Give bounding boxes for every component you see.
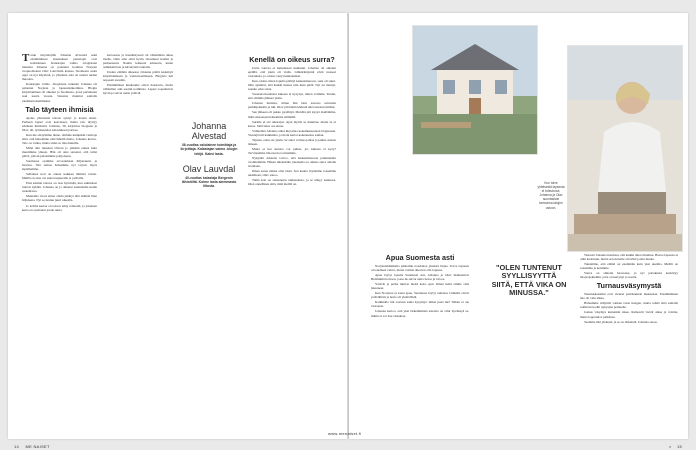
footer-right-mark: ×: [669, 444, 672, 449]
left-magazine-name: ME NAISET: [25, 444, 50, 449]
body-paragraph: Kun odotus sitten lopulta päättyi keskenmenoon, suru oli suuri. Olin ajatellut, että kaikki menee niin kuin pitää. Nyt en tiennyt, saanko edes surra.: [248, 79, 336, 92]
body-paragraph: Nykyään Johanna toivoo, että keskenmenosta puhuttaisiin avoimemmin. Hänen mielestään jokaisella on oikeus surra omalla tavallaan.: [248, 155, 336, 169]
body-paragraph: Kun Norjassa ei saatu apua, Suomessa löytyi ratkaisu. Lääkärit olivat ystävällisiä ja hoito oli yksilöllistä.: [371, 291, 469, 300]
body-paragraph: Kun me siirryimme tänne, olimme kumpikin varmoja siitä, että haluamme elää lähellä merta, Johanna kertoo. Talo on vanha, mutta siinä on tilaa kaikille.: [22, 132, 97, 145]
right-page-number: 15: [677, 444, 683, 449]
body-paragraph: Sellainen koti on ennen kaikkea ihmisiä varten. Meillä on aina ovi auki naapureille ja ystäville.: [22, 172, 97, 181]
body-paragraph: Uuden elämän alkaessa Johanna päätti keskittyä kirjoittamiseen ja valokuvaamiseen. Blogista tuli nopeasti suosittu.: [103, 70, 173, 83]
body-paragraph: Haluamme säilyttää vanhan talon hengen, mutta tehdä siitä samalla toimivan kodin nykyajan perheelle.: [580, 301, 678, 310]
body-paragraph: Teemme tätä yhdessä, ja se on tärkeintä, Johanna sanoo.: [584, 319, 659, 324]
body-paragraph: Ajatus yhteisestä talosta syntyi jo kauan sitten. Perheen lapset ovat kasvaneet, mutta talo täyttyy edelleen ihmisistä. Johanna, 36, kirjoittaa blogiaan ja Olav, 40, työskentelee kalastuksen parissa.: [22, 115, 97, 132]
house-photo: [412, 25, 538, 155]
body-paragraph: Vauva on ohitettu haaveena, ja nyt pariskunta keskittyy taloprojekteihin, joita on kertynyt jo useita.: [580, 271, 678, 280]
section-heading: Apua Suomesta asti: [385, 253, 455, 262]
profile-pullquote: [178, 121, 240, 189]
pull-quote: "OLEN TUNTENUT SYYLLISYYTTÄ SIITÄ, ETTÄ VIKA ON MINUSSA.": [491, 263, 567, 298]
body-paragraph: Ystävät ja perhe tukivat meitä koko ajan. Ilman heitä emme olisi jaksaneet.: [371, 282, 469, 291]
body-paragraph: Ilman surua emme olisi tässä. Sen kautta löysimme toisemme uudelleen, Olav sanoo.: [248, 169, 336, 178]
left-column-2a: [103, 53, 173, 425]
body-paragraph: Vähitellen Johanna alkoi kirjoittaa kokemuksestaan blogissaan. Viestejä tuli kaikkialta, ja moni kertoi kokeneensa saman.: [248, 128, 336, 137]
body-paragraph: Johanna kertoo, että yksi tärkeimmistä asioista on ollut hyväksyä se, mihin ei voi itse vaikuttaa.: [371, 309, 469, 318]
right-column-2: [580, 253, 678, 426]
right-column-1: [371, 251, 469, 426]
profile-desc-johanna: 36-vuotias oslolainen toimittaja ja kirjoittaja. Kalastajan vaimo -blogin tekijä. Kaksi lasta.: [180, 143, 238, 156]
left-column-1: [22, 53, 97, 425]
couple-photo: [567, 45, 683, 252]
couple-scene-image: [568, 46, 682, 251]
body-paragraph: Vierestä Johanna huomasi, että kaikki alkoi muuttua. Haave lapsesta ei ollut kadonnut, mutta sen rinnalle oli tullut jotain muuta.: [580, 253, 678, 262]
section-heading: Turnausväsymystä: [596, 281, 662, 291]
profile-desc-olav: 40-vuotias kalastaja Bergenin lähistöltä. Kolme lasta aiemmasta liitosta.: [181, 175, 237, 189]
left-page: [8, 13, 347, 449]
profile-name-olav: Olav Lauvdal: [182, 163, 236, 174]
body-paragraph: Jo kolme kertaa on taloon tehty remontti, ja jokainen kerta on opettanut jotain uutta.: [22, 203, 97, 212]
section-heading: Talo täyteen ihmisiä: [25, 104, 94, 114]
body-paragraph: Joskus väsymys kuitenkin iskee. Remontit vievät aikaa ja voimia, mutta lopputulos palkitsee.: [580, 310, 678, 319]
section-heading: Kenellä on oikeus surra?: [249, 55, 335, 64]
intro-paragraph: Kalastajan vaimo -blogistaan tunnettu Johanna oli palannut Norjaan ja lapsuudenkotiinsa. Blogin kirjoittaminen oli alkanut jo Suomessa, jossa pariskunta asui useita vuosia. Sisustus muuttui samalla yksinkertaisemmaksi.: [22, 82, 97, 103]
body-paragraph: Tunsimme, että elämä on enemmän kuin yksi unelma. Meillä on toisemme ja kotimme.: [580, 262, 678, 271]
footer-url: www.menaiset.fi: [328, 431, 362, 436]
body-paragraph: Ensimmäiset kuukaudet olivat haastavia, mutta vähitellen arki asettui uomiinsa. Lapset sopeutuivat hyvin ja saivat uusia ystäviä.: [103, 83, 173, 96]
body-paragraph: Muutama vuosi sitten olisin pitänyt tätä elämää liian hiljaisena. Nyt se tuntuu juuri oikealta.: [22, 194, 97, 203]
body-paragraph: Ensi kesänä talossa on taas hyörinää, kun sukulaiset tulevat kylään. Johanna on jo alkanut suunnitella kesän ruokalistaa.: [22, 181, 97, 194]
body-paragraph: kasvaessa ja itsenäistyessä oli vähemmän aikaa itselle. Olen aina ollut hyvin sitoutunut kotiini ja perheeseeni. Nautin kaikesta arkisesta, kuten aamukahvista ja kävelyistä rannalla.: [103, 53, 173, 70]
photo-caption: Kun toive yhteisestä lapsesta ei toteutunut, Johanna ja Olav suuntasivat tarmonsa talojen ostoon.: [537, 181, 565, 210]
body-paragraph: Uutta vauvaa ei kuitenkaan kuulunut. Johanna oli alkanut epäillä, että jokin oli vialla. Lääkärikäynnit eivät tuoneet vastauksia, ja odotus venyi kuukausiksi.: [248, 66, 336, 79]
house-scene-image: [413, 26, 537, 154]
body-paragraph: Surulle ei ole aikarajaa. Ajan myötä se muuttuu, mutta se ei katoa. Siitä tulee osa sinua.: [248, 119, 336, 128]
body-paragraph: Mutta ei kai surusta voi puhua, jos kukaan ei kysy? Tarvitsemme tilaa kertoa tarinamme.: [248, 146, 336, 155]
body-paragraph: Sisustuskokeilut ovat vieneet pariskunnan mukanaan. Ensimmäinen talo oli vain alkua.: [580, 292, 678, 301]
left-page-number: 14: [14, 444, 20, 449]
profile-name-johanna: Johanna Alvestad: [191, 121, 227, 141]
body-paragraph: Tämä koti on rakennettu rakkaudesta, ja se näkyy kaikessa. Olen onnellinen siitä, mitä meillä on.: [248, 178, 336, 187]
body-paragraph: Norjalaisklinikalla päätettiin noudattaa yhteistä linjaa. Toive lapsesta oli edelleen vahva, mutta voimat alkoivat olla lopussa.: [371, 264, 469, 273]
body-paragraph: Minä olin tuntenut Olavin jo pitkään ennen kuin muutimme yhteen. Hän oli aina sanonut, että tulisi päivä, jolloin palaisimme pohjoiseen.: [22, 145, 97, 158]
body-paragraph: Johanna muistaa, miten hän istui autossa sairaalan parkkipaikalla ja itki. Olav piti häntä kädestä eikä sanonut mitään.: [248, 101, 336, 110]
body-paragraph: Suomessa opimme arvostamaan hiljaisuutta ja luontoa. Sitä samaa haluamme nyt tarjota myös lapsillemme.: [22, 159, 97, 172]
left-column-3: [248, 53, 336, 425]
right-page: [349, 13, 688, 449]
body-paragraph: Vastaanottoaulassa kukaan ei kysynyt, miten voimme. Tuntui, että olimme jääneet yksin.: [248, 92, 336, 101]
body-paragraph: Apua löytyi lopulta Suomesta asti. Johanna ja Olav matkustivat Helsinkiin hoitoon, jossa he saivat uutta tietoa ja toivoa.: [371, 273, 469, 282]
footer-left-folio: [14, 444, 50, 449]
body-paragraph: Sen jälkeen oli pakko pysähtyä. Meidän piti kysyä itseltämme, mitä oikeastaan haluamme elämältä.: [248, 110, 336, 119]
intro-paragraph: Tarun kirjoittajilla Johanna Alvestad sekä ensimmäisen sisustuksen perustajat ovat kohdanneet. Kalastajan vaimo -blogistaan tunnettu Johanna on palannut kotiinsa Norjaan avopuolisonsa Olav Lauvdalin kanssa. Suomessa saatu oppi on nyt käytössä, ja yhteinen arki on saanut uuden muodon.: [22, 52, 97, 82]
body-paragraph: Tajusin, etten ole yksin. Se antoi voimaa jatkaa ja puhua asiasta ääneen.: [248, 137, 336, 146]
body-paragraph: Kaikkialla tuli vastaan sama kysymys: miksi juuri me? Siihen ei ole vastausta.: [371, 300, 469, 309]
